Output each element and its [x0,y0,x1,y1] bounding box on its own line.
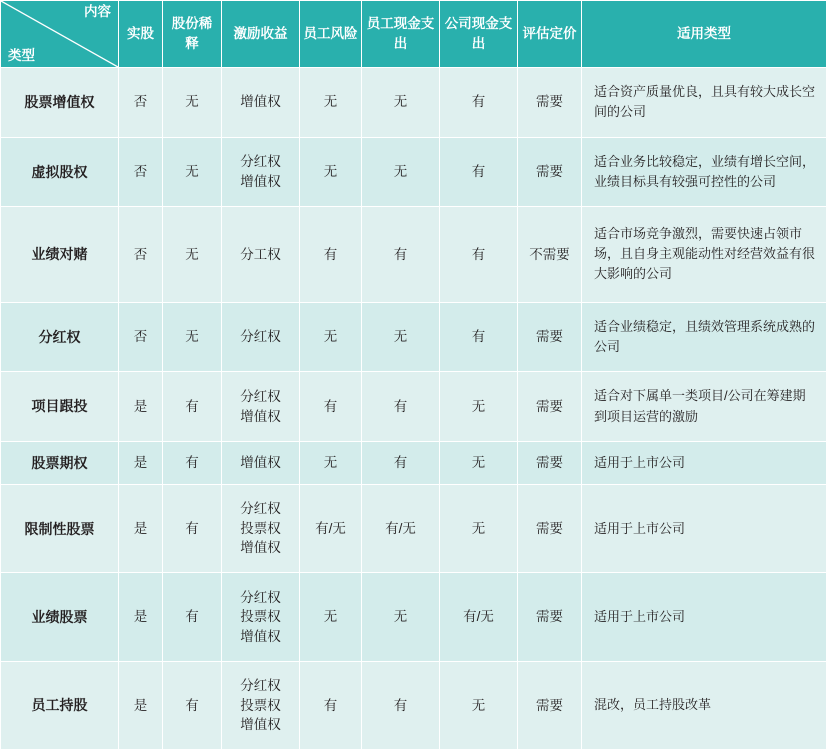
cell-company-cash: 无 [440,441,518,484]
cell-real-equity: 是 [119,485,163,573]
row-name: 业绩对赌 [1,207,119,303]
table-row [1,573,826,661]
cell-incentive-gain-line: 分红权 [240,677,281,693]
cell-valuation: 需要 [518,137,582,207]
cell-company-cash: 有 [440,68,518,138]
cell-incentive-gain [222,372,300,442]
cell-employee-risk: 有 [300,661,362,749]
cell-incentive-gain-line: 分红权 [240,329,281,345]
cell-incentive-gain-line: 分红权 [240,154,281,170]
cell-incentive-gain-line: 投票权 [240,609,281,625]
cell-incentive-gain-line: 分红权 [240,501,281,517]
cell-valuation: 不需要 [518,207,582,303]
cell-employee-cash: 无 [362,137,440,207]
cell-incentive-gain [222,302,300,372]
header-applicable-type: 适用类型 [582,1,826,68]
cell-employee-cash: 有/无 [362,485,440,573]
cell-applicable: 混改，员工持股改革 [582,661,826,749]
cell-dilution: 有 [163,441,222,484]
cell-incentive-gain-line: 投票权 [240,520,281,536]
cell-employee-risk: 无 [300,137,362,207]
cell-applicable: 适合业绩稳定，且绩效管理系统成熟的公司 [582,302,826,372]
cell-company-cash: 有/无 [440,573,518,661]
cell-valuation: 需要 [518,573,582,661]
cell-dilution: 无 [163,302,222,372]
header-valuation: 评估定价 [518,1,582,68]
table-row [1,485,826,573]
cell-incentive-gain-line: 增值权 [240,455,281,471]
cell-dilution: 无 [163,68,222,138]
cell-dilution: 有 [163,661,222,749]
table-body [1,68,826,750]
cell-incentive-gain [222,661,300,749]
header-real-equity: 实股 [119,1,163,68]
header-corner-type-label: 类型 [8,47,35,63]
header-incentive-gain: 激励收益 [222,1,300,68]
table-row [1,661,826,749]
table-row [1,137,826,207]
table-row [1,207,826,303]
cell-real-equity: 否 [119,137,163,207]
cell-valuation: 需要 [518,68,582,138]
cell-employee-risk: 有 [300,207,362,303]
table-row [1,68,826,138]
cell-employee-cash: 无 [362,68,440,138]
row-name: 虚拟股权 [1,137,119,207]
cell-real-equity: 否 [119,68,163,138]
header-company-cash: 公司现金支出 [440,1,518,68]
cell-valuation: 需要 [518,441,582,484]
cell-applicable: 适用于上市公司 [582,441,826,484]
header-corner-split-cell [1,1,119,68]
header-corner-content-label: 内容 [84,4,111,19]
cell-incentive-gain [222,137,300,207]
header-employee-risk: 员工风险 [300,1,362,68]
cell-valuation: 需要 [518,485,582,573]
cell-employee-cash: 有 [362,207,440,303]
cell-incentive-gain [222,68,300,138]
cell-applicable: 适合资产质量优良，且具有较大成长空间的公司 [582,68,826,138]
row-name: 限制性股票 [1,485,119,573]
cell-valuation: 需要 [518,302,582,372]
cell-incentive-gain-line: 增值权 [240,717,281,733]
cell-incentive-gain-line: 投票权 [240,697,281,713]
cell-employee-risk: 有/无 [300,485,362,573]
table-header-row [1,1,826,68]
row-name: 项目跟投 [1,372,119,442]
cell-employee-risk: 有 [300,372,362,442]
cell-incentive-gain-line: 增值权 [240,94,281,110]
cell-company-cash: 无 [440,372,518,442]
cell-company-cash: 无 [440,485,518,573]
cell-employee-cash: 无 [362,302,440,372]
cell-incentive-gain [222,441,300,484]
table-row [1,372,826,442]
cell-employee-risk: 无 [300,68,362,138]
cell-applicable: 适合市场竞争激烈，需要快速占领市场，且自身主观能动性对经营效益有很大影响的公司 [582,207,826,303]
cell-employee-cash: 无 [362,573,440,661]
cell-company-cash: 无 [440,661,518,749]
header-employee-cash: 员工现金支出 [362,1,440,68]
row-name: 业绩股票 [1,573,119,661]
cell-employee-cash: 有 [362,661,440,749]
cell-dilution: 无 [163,137,222,207]
cell-real-equity: 是 [119,661,163,749]
cell-real-equity: 是 [119,573,163,661]
header-dilution: 股份稀释 [163,1,222,68]
cell-employee-risk: 无 [300,302,362,372]
table-row [1,302,826,372]
cell-real-equity: 否 [119,207,163,303]
row-name: 员工持股 [1,661,119,749]
cell-company-cash: 有 [440,207,518,303]
cell-incentive-gain-line: 分红权 [240,388,281,404]
cell-real-equity: 是 [119,441,163,484]
cell-employee-risk: 无 [300,573,362,661]
cell-applicable: 适合对下属单一类项目/公司在筹建期到项目运营的激励 [582,372,826,442]
cell-incentive-gain [222,207,300,303]
cell-dilution: 有 [163,485,222,573]
cell-valuation: 需要 [518,661,582,749]
cell-valuation: 需要 [518,372,582,442]
cell-applicable: 适合业务比较稳定，业绩有增长空间，业绩目标具有较强可控性的公司 [582,137,826,207]
cell-real-equity: 是 [119,372,163,442]
cell-applicable: 适用于上市公司 [582,485,826,573]
cell-incentive-gain-line: 分工权 [240,246,281,262]
cell-incentive-gain [222,573,300,661]
row-name: 股票增值权 [1,68,119,138]
cell-incentive-gain-line: 分红权 [240,589,281,605]
cell-real-equity: 否 [119,302,163,372]
cell-employee-cash: 有 [362,372,440,442]
cell-incentive-gain-line: 增值权 [240,173,281,189]
cell-company-cash: 有 [440,302,518,372]
cell-incentive-gain [222,485,300,573]
table-header [1,1,826,68]
cell-dilution: 有 [163,372,222,442]
cell-employee-cash: 有 [362,441,440,484]
table-row [1,441,826,484]
cell-incentive-gain-line: 增值权 [240,408,281,424]
cell-incentive-gain-line: 增值权 [240,628,281,644]
row-name: 分红权 [1,302,119,372]
cell-company-cash: 有 [440,137,518,207]
cell-applicable: 适用于上市公司 [582,573,826,661]
cell-employee-risk: 无 [300,441,362,484]
cell-incentive-gain-line: 增值权 [240,540,281,556]
row-name: 股票期权 [1,441,119,484]
cell-dilution: 无 [163,207,222,303]
cell-dilution: 有 [163,573,222,661]
